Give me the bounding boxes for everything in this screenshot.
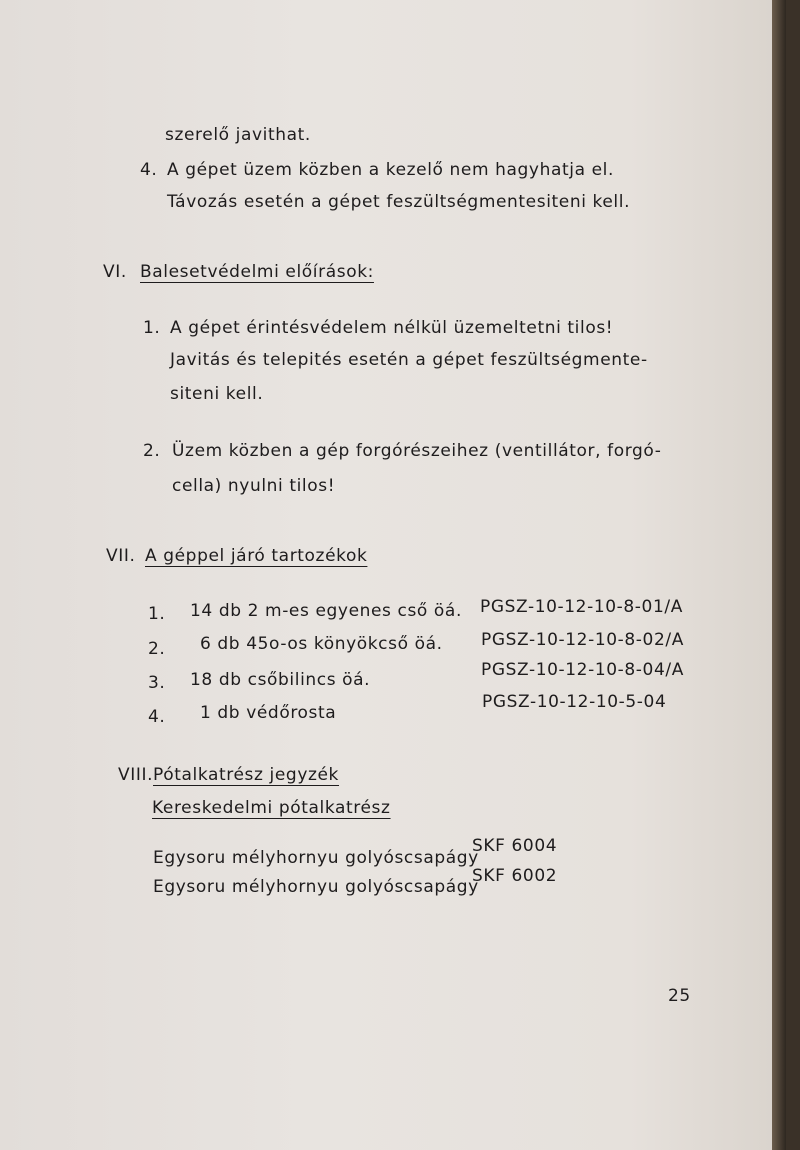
accessory-row-4-number: 4. (148, 707, 166, 727)
page-edge-shadow (772, 0, 786, 1150)
accessory-row-2-description: 6 db 45o-os könyökcső öá. (200, 634, 443, 654)
section-6-title: Balesetvédelmi előírások: (140, 262, 374, 282)
accessory-row-3-description: 18 db csőbilincs öá. (190, 670, 371, 690)
page-number: 25 (668, 986, 691, 1006)
accessory-row-3-number: 3. (148, 673, 166, 693)
section-6-item-2-number: 2. (143, 441, 161, 461)
section-7-title: A géppel járó tartozékok (145, 546, 368, 566)
section-6-number: VI. (103, 262, 127, 282)
section-8-subtitle: Kereskedelmi pótalkatrész (152, 798, 391, 818)
section-7-number: VII. (106, 546, 136, 566)
spare-part-2-name: Egysoru mélyhornyu golyóscsapágy (153, 877, 479, 897)
section-6-item-1-line-1: A gépet érintésvédelem nélkül üzemeltetni tilos! (170, 318, 614, 338)
spare-part-1-code: SKF 6004 (472, 836, 558, 856)
accessory-row-4-description: 1 db védőrosta (200, 703, 337, 723)
section-8-title: Pótalkatrész jegyzék (153, 765, 340, 785)
spare-part-2-code: SKF 6002 (472, 866, 558, 886)
item-4-line-2: Távozás esetén a gépet feszültségmentesiteni kell. (167, 192, 631, 212)
accessory-row-2-code: PGSZ-10-12-10-8-02/A (481, 630, 684, 650)
section-6-item-1-number: 1. (143, 318, 161, 338)
item-4-line-1: A gépet üzem közben a kezelő nem hagyhatja el. (167, 160, 614, 180)
spare-part-1-name: Egysoru mélyhornyu golyóscsapágy (153, 848, 479, 868)
accessory-row-1-description: 14 db 2 m-es egyenes cső öá. (190, 601, 462, 621)
accessory-row-2-number: 2. (148, 639, 166, 659)
accessory-row-1-code: PGSZ-10-12-10-8-01/A (480, 597, 683, 617)
section-6-item-1-line-3: siteni kell. (170, 384, 264, 404)
continuation-text: szerelő javithat. (165, 125, 311, 145)
section-8-number: VIII. (118, 765, 154, 785)
accessory-row-1-number: 1. (148, 604, 166, 624)
section-6-item-2-line-2: cella) nyulni tilos! (172, 476, 336, 496)
accessory-row-4-code: PGSZ-10-12-10-5-04 (482, 692, 667, 712)
accessory-row-3-code: PGSZ-10-12-10-8-04/A (481, 660, 684, 680)
section-6-item-2-line-1: Üzem közben a gép forgórészeihez (ventillátor, forgó- (172, 441, 662, 461)
item-4-number: 4. (140, 160, 158, 180)
section-6-item-1-line-2: Javitás és telepités esetén a gépet feszültségmente- (170, 350, 648, 370)
